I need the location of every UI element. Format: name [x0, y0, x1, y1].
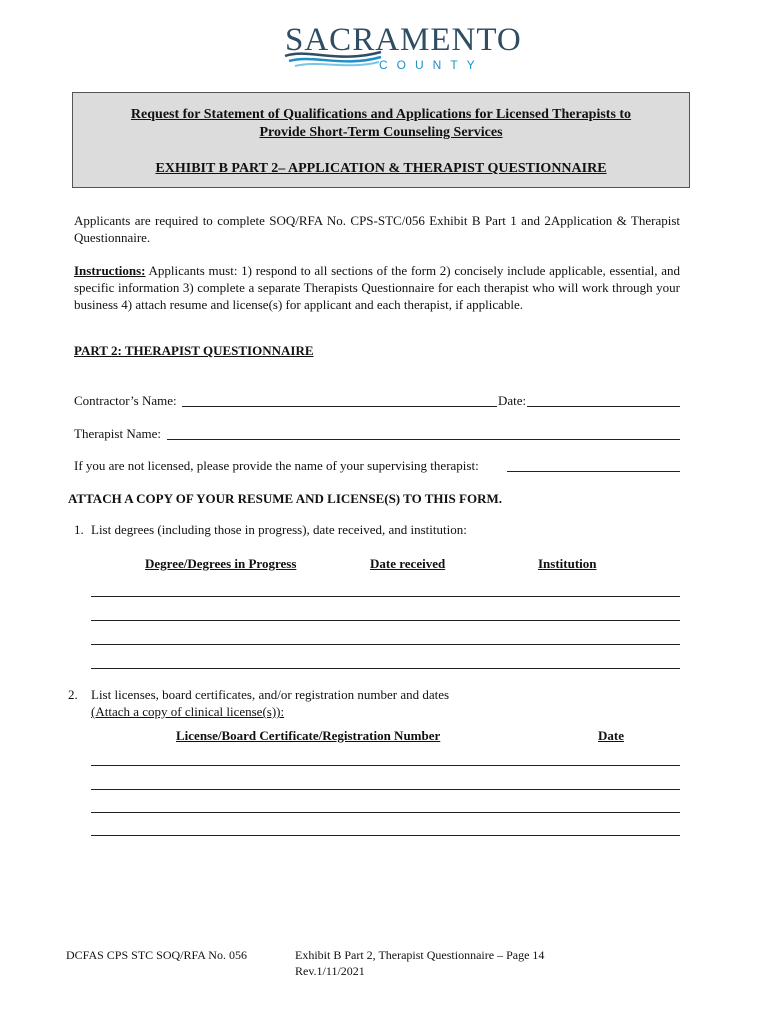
q1-column-institution: Institution — [538, 556, 597, 571]
q2-column-date: Date — [598, 728, 624, 743]
instructions-text: Applicants must: 1) respond to all sections of the form 2) concisely include applicable, essential, and specific information 3) complete a separate Therapists Questionnaire for each therapist who will work through your business 4) attach resume and license(s) for applicant and each therapist, if applicable. — [74, 263, 680, 312]
contractor-name-field[interactable] — [182, 406, 497, 407]
footer-document-id: DCFAS CPS STC SOQ/RFA No. 056 — [66, 948, 247, 962]
q2-entry-line[interactable] — [91, 765, 680, 766]
q1-column-date-received: Date received — [370, 556, 446, 571]
logo-waves-icon — [283, 46, 383, 68]
supervising-therapist-field[interactable] — [507, 471, 680, 472]
q2-text: List licenses, board certificates, and/or registration number and dates — [91, 687, 450, 702]
footer-revision: Rev.1/11/2021 — [295, 964, 365, 978]
therapist-name-field[interactable] — [167, 439, 680, 440]
q1-entry-line[interactable] — [91, 620, 680, 621]
footer-page-label: Exhibit B Part 2, Therapist Questionnaire – Page 14 — [295, 948, 545, 962]
instructions-paragraph — [74, 262, 680, 313]
q1-entry-line[interactable] — [91, 668, 680, 669]
logo-wordmark: SACRAMENTO — [285, 22, 522, 58]
q1-column-degree: Degree/Degrees in Progress — [145, 556, 297, 571]
date-field[interactable] — [527, 406, 680, 407]
attach-notice: ATTACH A COPY OF YOUR RESUME AND LICENSE(S) TO THIS FORM. — [68, 491, 502, 506]
part2-heading: PART 2: THERAPIST QUESTIONNAIRE — [74, 343, 314, 358]
q2-entry-line[interactable] — [91, 835, 680, 836]
therapist-name-label: Therapist Name: — [74, 426, 161, 441]
sacramento-county-logo — [283, 16, 522, 76]
exhibit-title: EXHIBIT B PART 2– APPLICATION & THERAPIST QUESTIONNAIRE — [155, 161, 607, 176]
q1-entry-line[interactable] — [91, 644, 680, 645]
contractor-name-label: Contractor’s Name: — [74, 393, 177, 408]
q2-column-license: License/Board Certificate/Registration Number — [176, 728, 441, 743]
q1-number: 1. — [74, 522, 84, 537]
title-box — [72, 92, 690, 188]
instructions-label: Instructions: — [74, 263, 146, 278]
q1-text: List degrees (including those in progress), date received, and institution: — [91, 522, 467, 537]
document-title-line-1: Request for Statement of Qualifications and Applications for Licensed Therapists to — [130, 107, 632, 122]
supervising-therapist-label: If you are not licensed, please provide the name of your supervising therapist: — [74, 458, 479, 473]
logo-county-text: COUNTY — [379, 58, 484, 72]
document-title-line-2: Provide Short-Term Counseling Services — [259, 125, 503, 140]
q2-entry-line[interactable] — [91, 789, 680, 790]
intro-paragraph: Applicants are required to complete SOQ/RFA No. CPS-STC/056 Exhibit B Part 1 and 2Application & Therapist Questionnaire. — [74, 213, 680, 245]
date-label: Date: — [498, 393, 527, 408]
q2-number: 2. — [68, 687, 78, 702]
q1-entry-line[interactable] — [91, 596, 680, 597]
q2-note: (Attach a copy of clinical license(s)): — [91, 704, 285, 719]
q2-entry-line[interactable] — [91, 812, 680, 813]
